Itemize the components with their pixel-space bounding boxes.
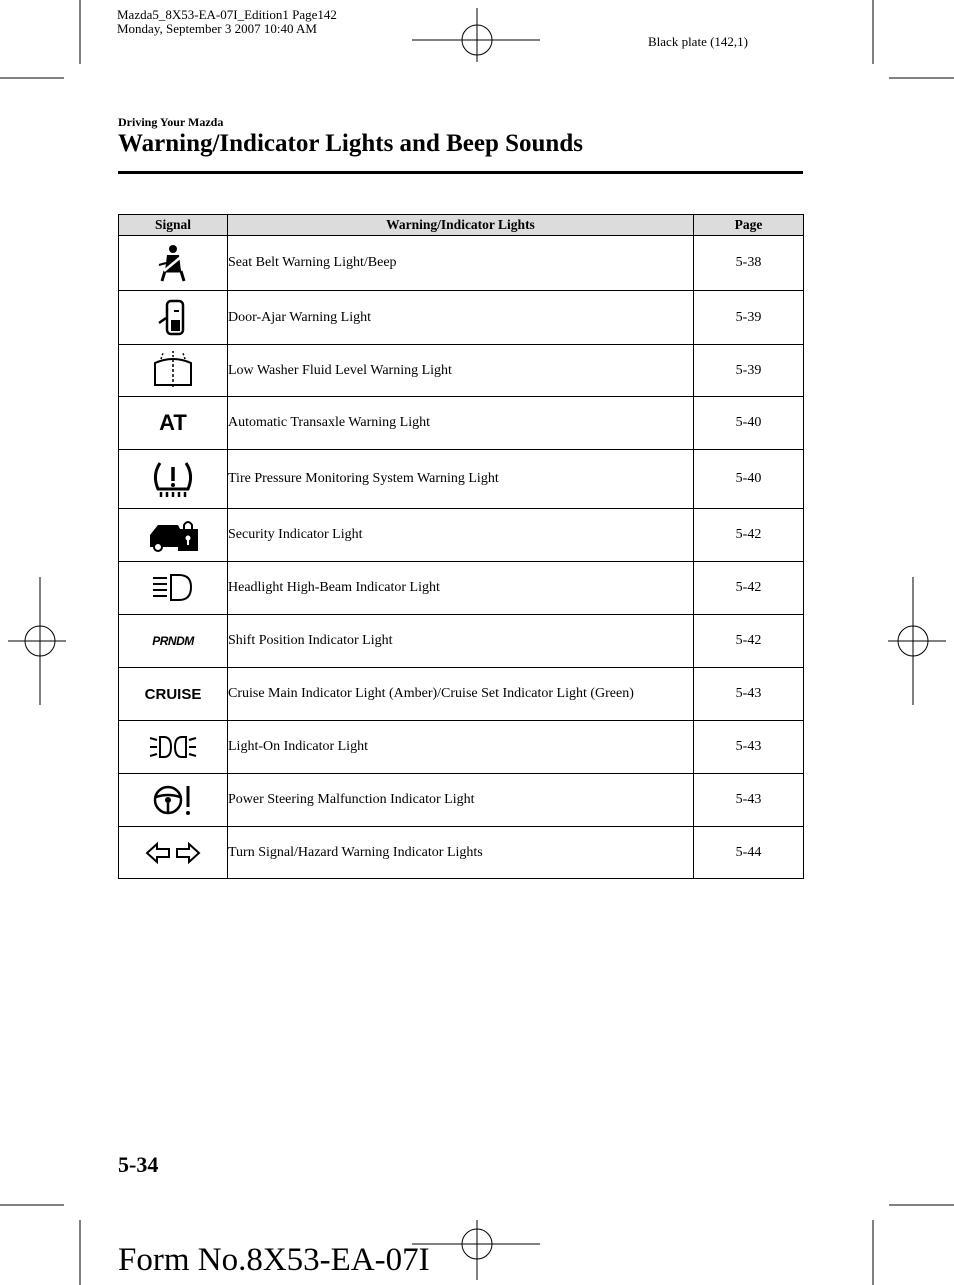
table-row	[119, 827, 804, 879]
table-row	[119, 345, 804, 397]
at-icon: AT	[159, 410, 187, 435]
signal-cell	[119, 236, 228, 291]
light-description: Cruise Main Indicator Light (Amber)/Cruise Set Indicator Light (Green)	[228, 668, 694, 721]
column-header-page: Page	[694, 215, 804, 236]
page-reference: 5-42	[694, 562, 804, 615]
page-reference: 5-42	[694, 615, 804, 668]
signal-cell	[119, 345, 228, 397]
signal-cell	[119, 509, 228, 562]
security-icon	[148, 517, 198, 553]
seat-belt-icon	[153, 243, 193, 283]
table-row	[119, 450, 804, 509]
page-reference: 5-40	[694, 450, 804, 509]
shift-position-icon: PRNDM	[152, 633, 194, 648]
tire-pressure-icon	[150, 457, 196, 501]
light-description: Light-On Indicator Light	[228, 721, 694, 774]
light-description: Security Indicator Light	[228, 509, 694, 562]
page-reference: 5-40	[694, 397, 804, 450]
page-reference: 5-38	[694, 236, 804, 291]
column-header-signal: Signal	[119, 215, 228, 236]
print-file-info	[117, 8, 337, 36]
turn-signal-icon	[145, 841, 201, 865]
light-description: Door-Ajar Warning Light	[228, 291, 694, 345]
page-reference: 5-43	[694, 668, 804, 721]
light-description: Automatic Transaxle Warning Light	[228, 397, 694, 450]
table-row	[119, 509, 804, 562]
high-beam-icon	[151, 572, 195, 604]
light-description: Power Steering Malfunction Indicator Light	[228, 774, 694, 827]
section-title: Driving Your Mazda	[118, 115, 224, 129]
table-row	[119, 668, 804, 721]
form-number: Form No.8X53-EA-07I	[118, 1242, 430, 1278]
signal-cell	[119, 291, 228, 345]
signal-cell	[119, 721, 228, 774]
light-description: Shift Position Indicator Light	[228, 615, 694, 668]
light-description: Headlight High-Beam Indicator Light	[228, 562, 694, 615]
warning-lights-table	[118, 214, 804, 879]
signal-cell	[119, 668, 228, 721]
page-reference: 5-43	[694, 774, 804, 827]
table-row	[119, 615, 804, 668]
page-reference: 5-44	[694, 827, 804, 879]
signal-cell	[119, 450, 228, 509]
light-description: Turn Signal/Hazard Warning Indicator Lights	[228, 827, 694, 879]
page-title: Warning/Indicator Lights and Beep Sounds	[118, 130, 583, 157]
table-row	[119, 774, 804, 827]
signal-cell	[119, 615, 228, 668]
light-description: Low Washer Fluid Level Warning Light	[228, 345, 694, 397]
title-rule	[118, 171, 803, 174]
door-ajar-icon	[153, 298, 193, 338]
cruise-icon: CRUISE	[144, 685, 202, 703]
table-header-row	[119, 215, 804, 236]
print-file-line: Mazda5_8X53-EA-07I_Edition1 Page142	[117, 7, 337, 22]
table-row	[119, 236, 804, 291]
page-number: 5-34	[118, 1152, 159, 1177]
washer-fluid-icon	[151, 351, 195, 391]
page-reference: 5-39	[694, 345, 804, 397]
power-steering-icon	[151, 783, 195, 817]
light-on-icon	[148, 733, 198, 761]
signal-cell	[119, 397, 228, 450]
light-description: Seat Belt Warning Light/Beep	[228, 236, 694, 291]
page-reference: 5-43	[694, 721, 804, 774]
signal-cell	[119, 827, 228, 879]
light-description: Tire Pressure Monitoring System Warning Light	[228, 450, 694, 509]
signal-cell	[119, 774, 228, 827]
table-row	[119, 721, 804, 774]
table-row	[119, 562, 804, 615]
page-reference: 5-39	[694, 291, 804, 345]
page-reference: 5-42	[694, 509, 804, 562]
table-row	[119, 291, 804, 345]
plate-label: Black plate (142,1)	[648, 34, 748, 49]
column-header-lights: Warning/Indicator Lights	[228, 215, 694, 236]
signal-cell	[119, 562, 228, 615]
table-row	[119, 397, 804, 450]
print-date-line: Monday, September 3 2007 10:40 AM	[117, 21, 317, 36]
